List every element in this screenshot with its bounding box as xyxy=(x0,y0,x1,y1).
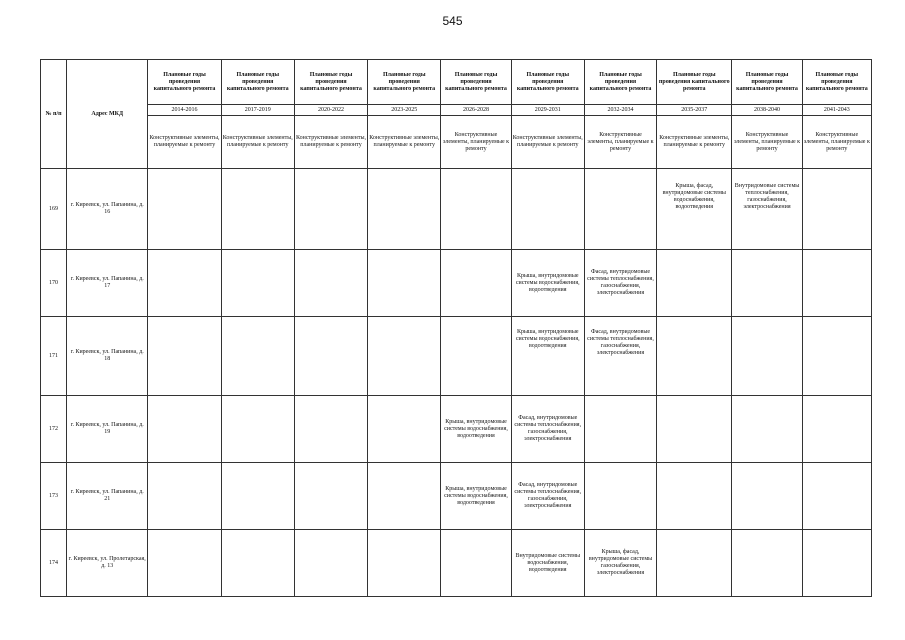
repair-cell: Фасад, внутридомовые системы теплоснабжения, газоснабжения, электроснабжения xyxy=(584,317,656,396)
repair-cell: Крыша, фасад, внутридомовые системы газоснабжения, электроснабжения xyxy=(584,530,656,597)
row-number: 173 xyxy=(41,463,67,530)
elements-label: Конструктивные элементы, планируемые к ремонту xyxy=(802,116,871,169)
repair-cell xyxy=(148,396,221,463)
repair-cell xyxy=(441,530,511,597)
repair-cell xyxy=(657,396,732,463)
repair-cell xyxy=(368,530,441,597)
elements-label: Конструктивные элементы, планируемые к ремонту xyxy=(732,116,802,169)
period-title: Плановые годы проведения капитального ремонта xyxy=(294,60,367,105)
repair-cell xyxy=(732,317,802,396)
repair-cell xyxy=(802,317,871,396)
repair-cell xyxy=(441,250,511,317)
repair-cell: Фасад, внутридомовые системы теплоснабжения, газоснабжения, электроснабжения xyxy=(511,463,584,530)
table-row xyxy=(41,530,872,597)
repair-cell: Внутридомовые системы теплоснабжения, газоснабжения, электроснабжения xyxy=(732,169,802,250)
page-number: 545 xyxy=(442,14,463,28)
row-address: г. Киреевск, ул. Папанина, д. 19 xyxy=(67,396,148,463)
repair-cell xyxy=(294,169,367,250)
elements-header-row xyxy=(41,116,872,169)
period-range: 2029-2031 xyxy=(511,105,584,116)
table-row xyxy=(41,317,872,396)
elements-label: Конструктивные элементы, планируемые к ремонту xyxy=(511,116,584,169)
repair-cell: Крыша, внутридомовые системы водоснабжения, водоотведения xyxy=(511,317,584,396)
row-number: 171 xyxy=(41,317,67,396)
period-range: 2020-2022 xyxy=(294,105,367,116)
repair-cell: Крыша, внутридомовые системы водоснабжения, водоотведения xyxy=(511,250,584,317)
elements-label: Конструктивные элементы, планируемые к ремонту xyxy=(221,116,294,169)
repair-cell xyxy=(441,169,511,250)
repair-cell xyxy=(732,463,802,530)
row-address: г. Киреевск, ул. Папанина, д. 16 xyxy=(67,169,148,250)
table-row xyxy=(41,169,872,250)
row-number: 174 xyxy=(41,530,67,597)
repair-cell xyxy=(368,396,441,463)
repair-cell: Внутридомовые системы водоснабжения, водоотведения xyxy=(511,530,584,597)
row-address: г. Киреевск, ул. Папанина, д. 17 xyxy=(67,250,148,317)
repair-cell xyxy=(368,463,441,530)
repair-cell xyxy=(221,463,294,530)
repair-cell xyxy=(294,530,367,597)
table-row xyxy=(41,250,872,317)
period-title: Плановые годы проведения капитального ремонта xyxy=(732,60,802,105)
repair-cell xyxy=(802,463,871,530)
repair-cell xyxy=(732,250,802,317)
elements-label: Конструктивные элементы, планируемые к ремонту xyxy=(294,116,367,169)
period-range: 2014-2016 xyxy=(148,105,221,116)
period-range: 2026-2028 xyxy=(441,105,511,116)
repair-cell xyxy=(657,530,732,597)
repair-cell xyxy=(732,396,802,463)
period-title: Плановые годы проведения капитального ремонта xyxy=(657,60,732,105)
repair-cell xyxy=(221,250,294,317)
elements-label: Конструктивные элементы, планируемые к ремонту xyxy=(584,116,656,169)
repair-cell xyxy=(148,317,221,396)
row-number: 172 xyxy=(41,396,67,463)
row-number: 169 xyxy=(41,169,67,250)
period-range: 2032-2034 xyxy=(584,105,656,116)
repair-cell xyxy=(584,169,656,250)
row-address: г. Киреевск, ул. Пролетарская, д. 13 xyxy=(67,530,148,597)
period-title: Плановые годы проведения капитального ремонта xyxy=(221,60,294,105)
repair-cell xyxy=(441,317,511,396)
repair-cell xyxy=(221,396,294,463)
period-title: Плановые годы проведения капитального ремонта xyxy=(802,60,871,105)
repair-cell xyxy=(368,169,441,250)
period-title: Плановые годы проведения капитального ремонта xyxy=(148,60,221,105)
repair-cell xyxy=(511,169,584,250)
table-row xyxy=(41,396,872,463)
repair-cell xyxy=(657,317,732,396)
repair-cell xyxy=(294,396,367,463)
num-column-header: № п/п xyxy=(41,60,67,169)
period-range: 2038-2040 xyxy=(732,105,802,116)
capital-repair-table xyxy=(40,59,872,597)
row-number: 170 xyxy=(41,250,67,317)
period-title: Плановые годы проведения капитального ремонта xyxy=(368,60,441,105)
repair-cell xyxy=(584,396,656,463)
repair-cell xyxy=(732,530,802,597)
period-range: 2017-2019 xyxy=(221,105,294,116)
period-range: 2035-2037 xyxy=(657,105,732,116)
period-title: Плановые годы проведения капитального ремонта xyxy=(511,60,584,105)
repair-cell xyxy=(148,250,221,317)
period-range: 2023-2025 xyxy=(368,105,441,116)
row-address: г. Киреевск, ул. Папанина, д. 18 xyxy=(67,317,148,396)
elements-label: Конструктивные элементы, планируемые к ремонту xyxy=(441,116,511,169)
period-header-row xyxy=(41,60,872,105)
repair-cell xyxy=(802,250,871,317)
address-column-header: Адрес МКД xyxy=(67,60,148,169)
repair-cell xyxy=(148,463,221,530)
repair-cell xyxy=(294,250,367,317)
repair-cell xyxy=(584,463,656,530)
repair-cell xyxy=(148,530,221,597)
repair-cell xyxy=(657,250,732,317)
period-title: Плановые годы проведения капитального ремонта xyxy=(584,60,656,105)
period-range-row xyxy=(41,105,872,116)
repair-cell xyxy=(221,317,294,396)
elements-label: Конструктивные элементы, планируемые к ремонту xyxy=(657,116,732,169)
elements-label: Конструктивные элементы, планируемые к ремонту xyxy=(368,116,441,169)
repair-cell xyxy=(294,463,367,530)
table-row xyxy=(41,463,872,530)
repair-cell: Крыша, фасад, внутридомовые системы водоснабжения, водоотведения xyxy=(657,169,732,250)
repair-cell: Крыша, внутридомовые системы водоснабжения, водоотведения xyxy=(441,396,511,463)
repair-cell xyxy=(294,317,367,396)
repair-cell xyxy=(802,169,871,250)
repair-cell: Фасад, внутридомовые системы теплоснабжения, газоснабжения, электроснабжения xyxy=(584,250,656,317)
row-address: г. Киреевск, ул. Папанина, д. 21 xyxy=(67,463,148,530)
repair-cell xyxy=(802,396,871,463)
repair-cell xyxy=(221,169,294,250)
elements-label: Конструктивные элементы, планируемые к ремонту xyxy=(148,116,221,169)
period-title: Плановые годы проведения капитального ремонта xyxy=(441,60,511,105)
repair-cell: Фасад, внутридомовые системы теплоснабжения, газоснабжения, электроснабжения xyxy=(511,396,584,463)
repair-cell xyxy=(221,530,294,597)
repair-cell xyxy=(368,317,441,396)
repair-cell: Крыша, внутридомовые системы водоснабжения, водоотведения xyxy=(441,463,511,530)
repair-cell xyxy=(368,250,441,317)
repair-cell xyxy=(657,463,732,530)
period-range: 2041-2043 xyxy=(802,105,871,116)
repair-cell xyxy=(802,530,871,597)
repair-cell xyxy=(148,169,221,250)
